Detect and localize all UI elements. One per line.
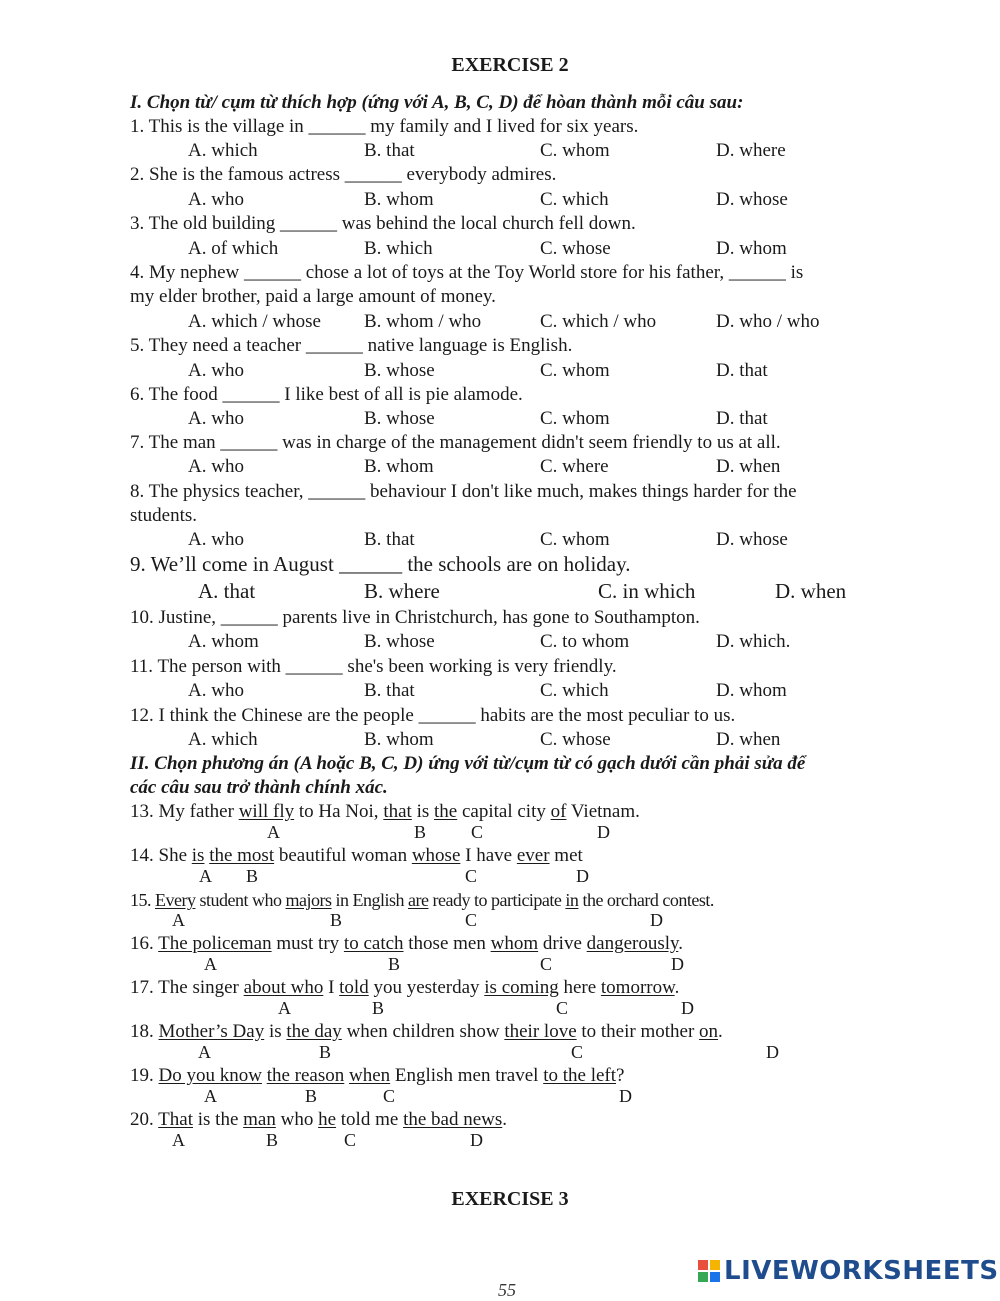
section-2-instruction-line-2: các câu sau trở thành chính xác.	[130, 777, 388, 798]
option-d[interactable]: D. when	[775, 579, 847, 603]
question-8-line-1: 8. The physics teacher, ______ behaviour I don't like much, makes things harder for the	[130, 481, 797, 502]
question-17	[130, 977, 679, 999]
exercise-3-title: EXERCISE 3	[451, 1188, 569, 1210]
question-6: 6. The food ______ I like best of all is pie alamode.	[130, 384, 523, 405]
letter-a: A	[199, 866, 212, 886]
option-d[interactable]: D. whose	[716, 529, 788, 550]
question-12: 12. I think the Chinese are the people ______ habits are the most peculiar to us.	[130, 705, 736, 726]
option-a[interactable]: A. who	[188, 360, 244, 381]
letter-b: B	[319, 1042, 332, 1062]
underlined-a[interactable]: The policeman	[158, 933, 272, 954]
option-b[interactable]: B. whom	[364, 189, 434, 210]
question-4-line-2: my elder brother, paid a large amount of money.	[130, 286, 496, 307]
underlined-d[interactable]: dangerously	[586, 933, 679, 954]
underlined-d[interactable]: ever	[516, 845, 550, 866]
letter-b: B	[266, 1130, 279, 1150]
question-9-options	[0, 580, 1000, 602]
underlined-a[interactable]: Every	[155, 890, 196, 910]
question-7: 7. The man ______ was in charge of the management didn't seem friendly to us at all.	[130, 432, 781, 453]
underlined-b[interactable]: told	[339, 977, 369, 998]
letter-c: C	[465, 866, 478, 886]
letter-c: C	[465, 910, 478, 930]
text: .	[502, 1109, 508, 1130]
option-d[interactable]: D. when	[716, 456, 781, 477]
option-b[interactable]: B. that	[364, 680, 415, 701]
option-b[interactable]: B. whose	[364, 360, 435, 381]
section-1-instruction: I. Chọn từ/ cụm từ thích hợp (ứng với A, B, C, D) để hòan thành mỗi câu sau:	[130, 92, 744, 113]
text: beautiful woman	[274, 845, 412, 866]
letter-c: C	[471, 822, 484, 842]
letter-c: C	[540, 954, 553, 974]
text: 19.	[130, 1065, 159, 1086]
question-14	[130, 845, 583, 867]
underlined-c[interactable]: the	[434, 801, 458, 822]
option-a[interactable]: A. who	[188, 456, 244, 477]
text: 18.	[130, 1021, 159, 1042]
option-a[interactable]: A. who	[188, 189, 244, 210]
option-b[interactable]: B. where	[364, 579, 440, 603]
underlined-a[interactable]: about who	[243, 977, 324, 998]
option-c[interactable]: C. in which	[598, 579, 696, 603]
page-number: 55	[498, 1280, 516, 1300]
underlined-d[interactable]: in	[565, 890, 579, 910]
liveworksheets-logo[interactable]	[698, 1256, 999, 1286]
text: you yesterday	[368, 977, 485, 998]
question-3: 3. The old building ______ was behind the local church fell down.	[130, 213, 636, 234]
option-a[interactable]: A. of which	[188, 238, 279, 259]
question-9: 9. We’ll come in August ______ the schools are on holiday.	[130, 552, 631, 576]
letter-d: D	[576, 866, 589, 886]
question-4-line-1: 4. My nephew ______ chose a lot of toys at the Toy World store for his father, ______ is	[130, 262, 804, 283]
option-c[interactable]: C. which	[540, 680, 609, 701]
question-11-options	[0, 680, 1000, 702]
text: to Ha Noi,	[294, 801, 384, 822]
option-d[interactable]: D. that	[716, 408, 768, 429]
letter-b: B	[305, 1086, 318, 1106]
underlined-c[interactable]: he	[318, 1109, 337, 1130]
text: student who	[195, 890, 286, 910]
question-5-options	[0, 360, 1000, 382]
underlined-c[interactable]: is coming	[484, 977, 559, 998]
underlined-a[interactable]: Do you know	[158, 1065, 262, 1086]
question-3-options	[0, 238, 1000, 260]
text: 16.	[130, 933, 159, 954]
underlined-c[interactable]: whom	[490, 933, 539, 954]
option-a[interactable]: A. who	[188, 408, 244, 429]
letter-d: D	[681, 998, 694, 1018]
text: I have	[460, 845, 517, 866]
logo-square-yellow	[710, 1260, 720, 1270]
text: ?	[616, 1065, 625, 1086]
underlined-b[interactable]: the reason	[266, 1065, 345, 1086]
text: ready to participate	[428, 890, 566, 910]
letter-b: B	[414, 822, 427, 842]
option-b[interactable]: B. which	[364, 238, 433, 259]
text: must try	[271, 933, 344, 954]
text: English men travel	[390, 1065, 544, 1086]
text: 15.	[130, 890, 155, 910]
option-d[interactable]: D. whose	[716, 189, 788, 210]
question-19	[130, 1065, 624, 1087]
letter-d: D	[470, 1130, 483, 1150]
text: here	[558, 977, 601, 998]
option-c[interactable]: C. whom	[540, 140, 610, 161]
text: met	[549, 845, 583, 866]
question-11: 11. The person with ______ she's been working is very friendly.	[130, 656, 617, 677]
question-8-line-2: students.	[130, 505, 198, 526]
text: in English	[331, 890, 408, 910]
question-6-options	[0, 408, 1000, 430]
underlined-a[interactable]: will fly	[238, 801, 295, 822]
question-12-options	[0, 729, 1000, 751]
option-a[interactable]: A. who	[188, 529, 244, 550]
underlined-b[interactable]: that	[383, 801, 412, 822]
letter-d: D	[671, 954, 684, 974]
option-b[interactable]: B. whom / who	[364, 311, 482, 332]
text: drive	[538, 933, 587, 954]
option-d[interactable]: D. where	[716, 140, 786, 161]
letter-b: B	[330, 910, 343, 930]
text: 20.	[130, 1109, 159, 1130]
letter-d: D	[766, 1042, 779, 1062]
letter-d: D	[650, 910, 663, 930]
logo-squares-icon	[698, 1260, 720, 1282]
option-b[interactable]: B. that	[364, 140, 415, 161]
text: to their mother	[576, 1021, 700, 1042]
letter-d: D	[597, 822, 610, 842]
question-1-options	[0, 140, 1000, 162]
question-2: 2. She is the famous actress ______ everybody admires.	[130, 164, 557, 185]
underlined-c[interactable]: whose	[411, 845, 461, 866]
option-a[interactable]: A. who	[188, 680, 244, 701]
question-13	[130, 801, 640, 823]
option-b[interactable]: B. whose	[364, 631, 435, 652]
text: .	[718, 1021, 723, 1042]
underlined-d[interactable]: tomorrow	[600, 977, 675, 998]
option-d[interactable]: D. whom	[716, 238, 787, 259]
option-c[interactable]: C. which	[540, 189, 609, 210]
letter-c: C	[383, 1086, 396, 1106]
letter-d: D	[619, 1086, 632, 1106]
underlined-c[interactable]: are	[408, 890, 429, 910]
option-c[interactable]: C. whose	[540, 238, 611, 259]
option-d[interactable]: D. whom	[716, 680, 787, 701]
underlined-d[interactable]: of	[550, 801, 567, 822]
option-d[interactable]: D. when	[716, 729, 781, 750]
letter-a: A	[278, 998, 291, 1018]
text: is the	[193, 1109, 244, 1130]
option-a[interactable]: A. whom	[188, 631, 259, 652]
underlined-a[interactable]: Mother’s Day	[158, 1021, 265, 1042]
option-c[interactable]: C. whom	[540, 529, 610, 550]
question-10-options	[0, 631, 1000, 653]
question-8-options	[0, 529, 1000, 551]
text: is	[264, 1021, 287, 1042]
option-a[interactable]: A. which / whose	[188, 311, 321, 332]
text: capital city	[457, 801, 551, 822]
option-c[interactable]: C. whom	[540, 408, 610, 429]
text: told me	[336, 1109, 404, 1130]
underlined-d[interactable]: to the left	[543, 1065, 617, 1086]
letter-a: A	[172, 910, 185, 930]
option-c[interactable]: C. which / who	[540, 311, 657, 332]
underlined-b[interactable]: man	[243, 1109, 276, 1130]
letter-b: B	[372, 998, 385, 1018]
letter-c: C	[344, 1130, 357, 1150]
underlined-b[interactable]: the most	[209, 845, 275, 866]
underlined-b[interactable]: to catch	[343, 933, 404, 954]
question-4-options	[0, 311, 1000, 333]
underlined-c[interactable]: when	[349, 1065, 391, 1086]
text: 13. My father	[130, 801, 239, 822]
option-a[interactable]: A. that	[198, 579, 256, 603]
underlined-a[interactable]: is	[191, 845, 205, 866]
text: .	[674, 977, 680, 998]
letter-b: B	[246, 866, 259, 886]
logo-square-green	[698, 1272, 708, 1282]
option-b[interactable]: B. whom	[364, 729, 434, 750]
text: who	[275, 1109, 319, 1130]
letter-c: C	[571, 1042, 584, 1062]
text: I	[323, 977, 340, 998]
logo-square-blue	[710, 1272, 720, 1282]
letter-a: A	[204, 1086, 217, 1106]
option-b[interactable]: B. whom	[364, 456, 434, 477]
letter-a: A	[198, 1042, 211, 1062]
letter-a: A	[267, 822, 280, 842]
option-b[interactable]: B. that	[364, 529, 415, 550]
logo-square-red	[698, 1260, 708, 1270]
question-7-options	[0, 456, 1000, 478]
question-5: 5. They need a teacher ______ native language is English.	[130, 335, 573, 356]
underlined-d[interactable]: on	[699, 1021, 719, 1042]
text: when children show	[341, 1021, 505, 1042]
text: .	[678, 933, 684, 954]
brand-name: LIVEWORKSHEETS	[724, 1256, 999, 1286]
option-d[interactable]: D. that	[716, 360, 768, 381]
option-c[interactable]: C. to whom	[540, 631, 630, 652]
text: those men	[403, 933, 491, 954]
section-2-instruction-line-1: II. Chọn phương án (A hoặc B, C, D) ứng với từ/cụm từ có gạch dưới cần phải sửa để	[130, 753, 806, 774]
letter-b: B	[388, 954, 401, 974]
option-a[interactable]: A. which	[188, 729, 258, 750]
letter-c: C	[556, 998, 569, 1018]
text: Vietnam.	[566, 801, 640, 822]
option-d[interactable]: D. which.	[716, 631, 791, 652]
option-d[interactable]: D. who / who	[716, 311, 820, 332]
exercise-2-title: EXERCISE 2	[451, 54, 569, 76]
option-c[interactable]: C. where	[540, 456, 609, 477]
text: the orchard contest.	[578, 890, 714, 910]
question-18	[130, 1021, 723, 1043]
text: is	[411, 801, 434, 822]
question-20	[130, 1109, 507, 1131]
letter-a: A	[172, 1130, 185, 1150]
option-a[interactable]: A. which	[188, 140, 258, 161]
underlined-a[interactable]: That	[158, 1109, 193, 1130]
underlined-b[interactable]: majors	[285, 890, 332, 910]
question-16	[130, 933, 683, 955]
option-b[interactable]: B. whose	[364, 408, 435, 429]
text: 17. The singer	[130, 977, 244, 998]
underlined-c[interactable]: their love	[504, 1021, 577, 1042]
question-1: 1. This is the village in ______ my family and I lived for six years.	[130, 116, 639, 137]
question-10: 10. Justine, ______ parents live in Christchurch, has gone to Southampton.	[130, 607, 700, 628]
underlined-d[interactable]: the bad news	[403, 1109, 503, 1130]
option-c[interactable]: C. whose	[540, 729, 611, 750]
option-c[interactable]: C. whom	[540, 360, 610, 381]
letter-a: A	[204, 954, 217, 974]
text: 14. She	[130, 845, 192, 866]
question-15	[130, 889, 714, 911]
underlined-b[interactable]: the day	[286, 1021, 342, 1042]
question-2-options	[0, 189, 1000, 211]
